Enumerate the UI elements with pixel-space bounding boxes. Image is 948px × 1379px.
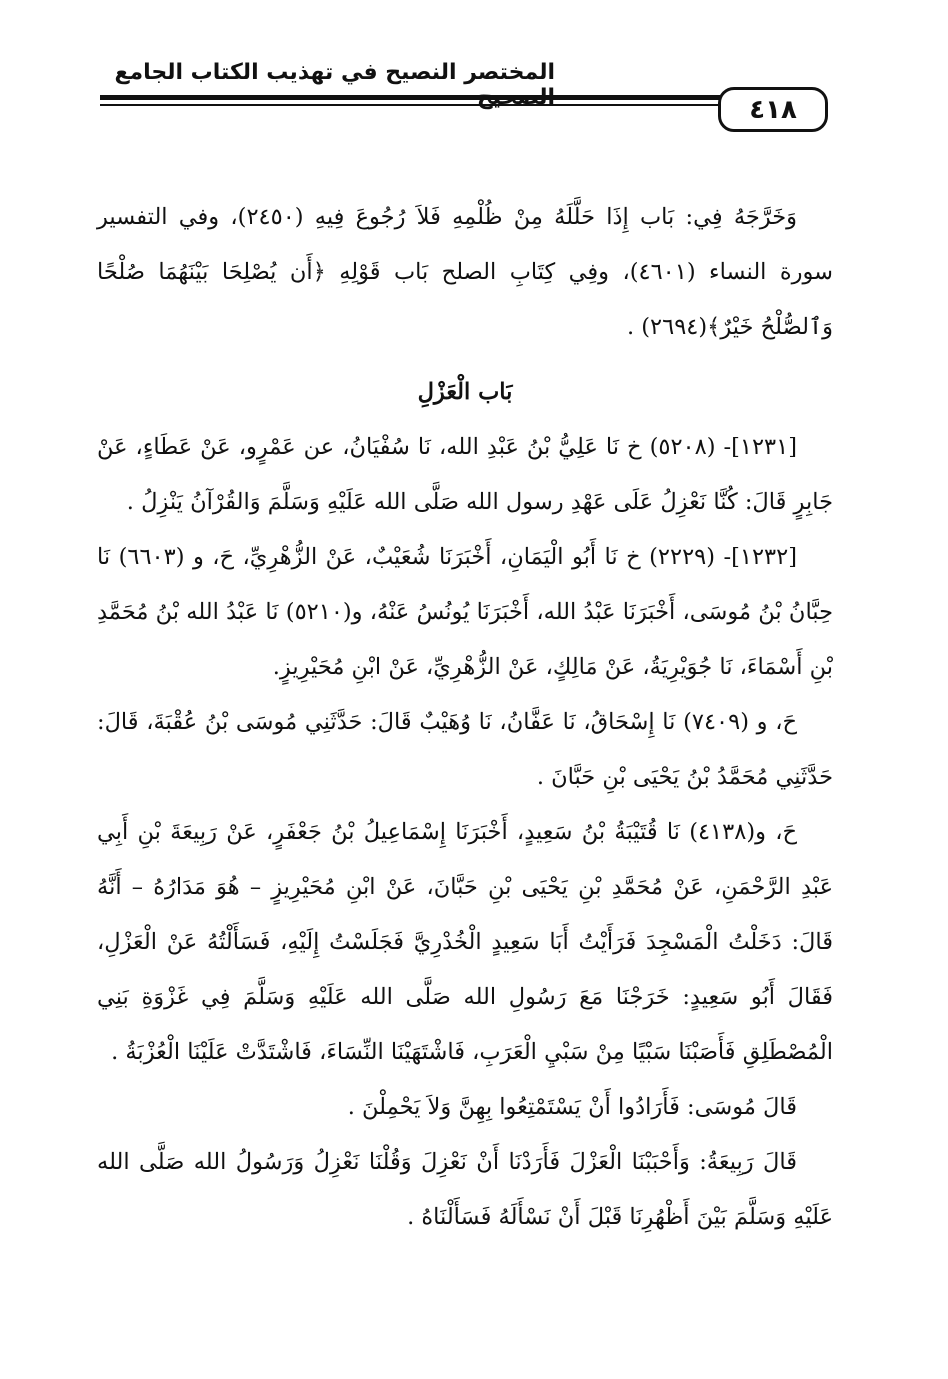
chain-4138: حَ، و(٤١٣٨) نَا قُتَيْبَةُ بْنُ سَعِيدٍ، أَخْبَرَنَا إِسْمَاعِيلُ بْنُ جَعْفَرٍ، عَنْ رَبِيعَةَ بْنِ أَبِي عَبْدِ الرَّحْمَنِ، عَنْ مُحَمَّدِ بْنِ يَحْيَى بْنِ حَبَّانَ، عَنْ ابْنِ مُحَيْرِيزٍ – هُوَ مَدَارُهُ – أَنَّهُ قَالَ: دَخَلْتُ الْمَسْجِدَ فَرَأَيْتُ أَبَا سَعِيدٍ الْخُدْرِيَّ فَجَلَسْتُ إِلَيْهِ، فَسَأَلْتُهُ عَنْ الْعَزْلِ، فَقَالَ أَبُو سَعِيدٍ: خَرَجْنَا مَعَ رَسُولِ الله صَلَّى الله عَلَيْهِ وَسَلَّمَ فِي غَزْوَةِ بَنِي الْمُصْطَلِقِ فَأَصَبْنَا سَبْيًا مِنْ سَبْيِ الْعَرَبِ، فَاشْتَهَيْنَا النِّسَاءَ، فَاشْتَدَّتْ عَلَيْنَا الْعُزْبَةُ . — [97, 819, 833, 1065]
page-body — [97, 190, 833, 1245]
section-title: بَاب الْعَزْلِ — [417, 379, 513, 405]
musa-said: قَالَ مُوسَى: فَأَرَادُوا أَنْ يَسْتَمْتِعُوا بِهِنَّ وَلاَ يَحْمِلْنَ . — [347, 1094, 797, 1120]
intro-paragraph: وَخَرَّجَهُ فِي: بَاب إِذَا حَلَّلَهُ مِنْ ظُلْمِهِ فَلاَ رُجُوعَ فِيهِ (٢٤٥٠)، وفي التفسير سورة النساء (٤٦٠١)، وفِي كِتَابِ الصلح بَاب قَوْلِهِ ﴿أَن يُصْلِحَا بَيْنَهُمَا صُلْحًا وَٱلصُّلْحُ خَيْرٌ﴾(٢٦٩٤) . — [97, 204, 833, 340]
hadith-1232: [١٢٣٢]- (٢٢٢٩) خ نَا أَبُو الْيَمَانِ، أَخْبَرَنَا شُعَيْبٌ، عَنْ الزُّهْرِيِّ، حَ، و (٦٦٠٣) نَا حِبَّانُ بْنُ مُوسَى، أَخْبَرَنَا عَبْدُ الله، أَخْبَرَنَا يُونُسُ عَنْهُ، و(٥٢١٠) نَا عَبْدُ الله بْنُ مُحَمَّدِ بْنِ أَسْمَاءَ، نَا جُوَيْرِيَةُ، عَنْ مَالِكٍ، عَنْ الزُّهْرِيِّ، عَنْ ابْنِ مُحَيْرِيزٍ. — [97, 544, 834, 680]
chain-7409: حَ، و (٧٤٠٩) نَا إِسْحَاقُ، نَا عَفَّانُ، نَا وُهَيْبٌ قَالَ: حَدَّثَنِي مُوسَى بْنُ عُقْبَةَ، قَالَ: حَدَّثَنِي مُحَمَّدُ بْنُ يَحْيَى بْنِ حَبَّانَ . — [97, 709, 833, 790]
hadith-1231: [١٢٣١]- (٥٢٠٨) خ نَا عَلِيُّ بْنُ عَبْدِ الله، نَا سُفْيَانُ، عن عَمْرٍو، عَنْ عَطَاءٍ، عَنْ جَابِرٍ قَالَ: كُنَّا نَعْزِلُ عَلَى عَهْدِ رسول الله صَلَّى الله عَلَيْهِ وَسَلَّمَ وَالقُرْآنُ يَنْزِلُ . — [97, 434, 833, 515]
rabia-said: قَالَ رَبِيعَةُ: وَأَحْبَبْنَا الْعَزْلَ فَأَرَدْنَا أَنْ نَعْزِلَ وَقُلْنَا نَعْزِلُ وَرَسُولُ الله صَلَّى الله عَلَيْهِ وَسَلَّمَ بَيْنَ أَظْهُرِنَا قَبْلَ أَنْ نَسْأَلَهُ فَسَأَلْنَاهُ . — [97, 1149, 833, 1230]
page-number: ٤١٨ — [718, 87, 828, 132]
running-title: المختصر النصيح في تهذيب الكتاب الجامع — [114, 60, 555, 85]
header-rule-thick — [100, 95, 720, 100]
header-rule-thin — [100, 104, 720, 106]
